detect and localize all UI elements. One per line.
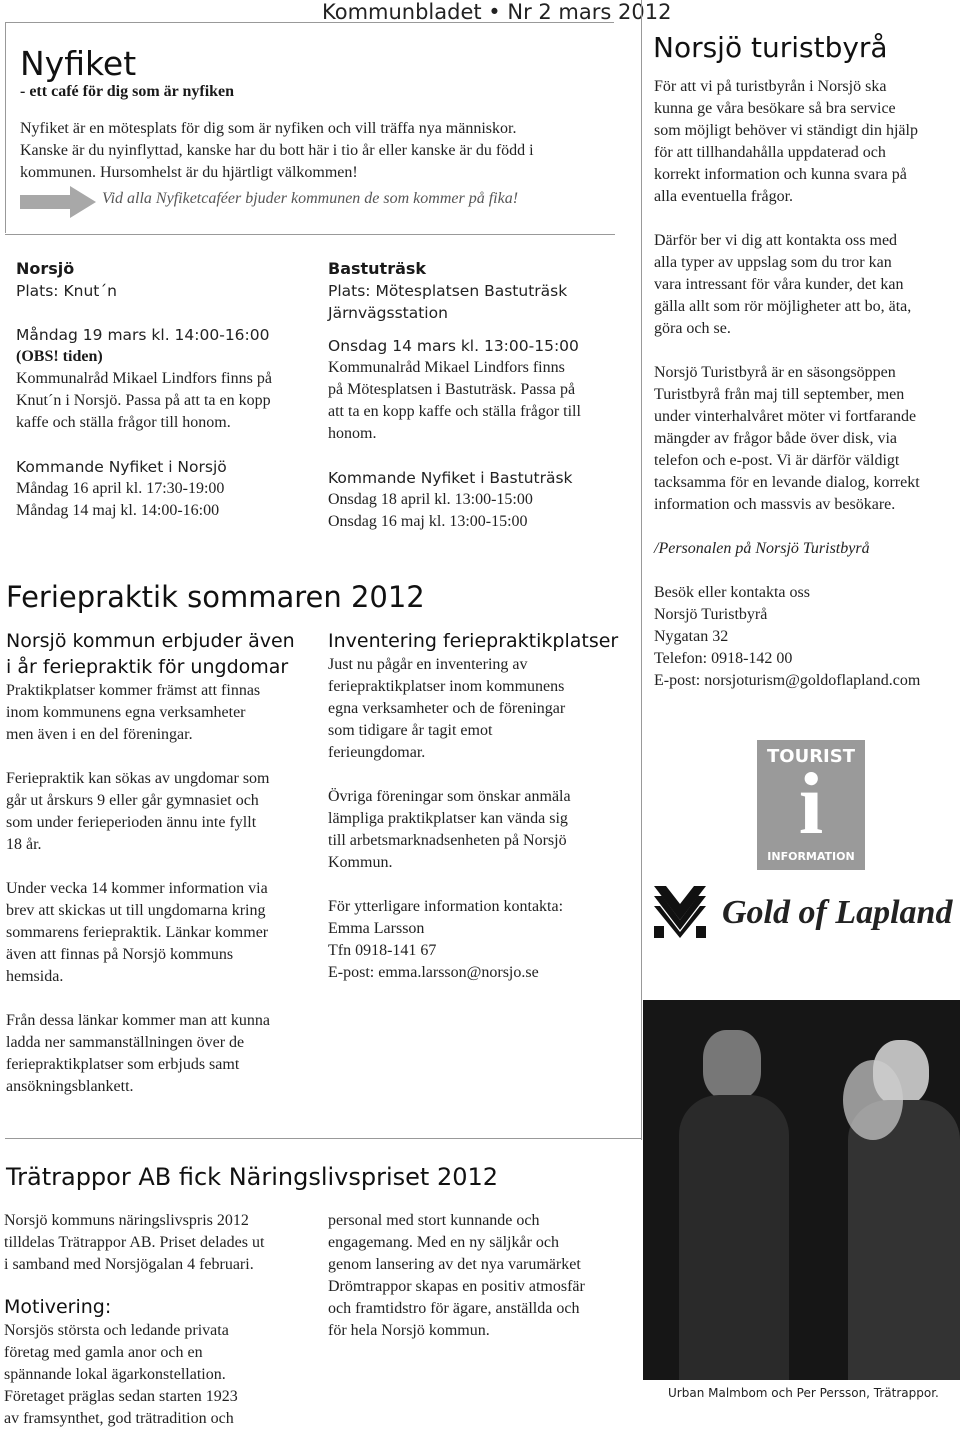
turistbyra-title: Norsjö turistbyrå	[653, 31, 888, 64]
feriepraktik-left-heading: Norsjö kommun erbjuder även i år feriepraktik för ungdomar	[6, 630, 295, 678]
tratrappor-title: Trätrappor AB fick Näringslivspriset 2012	[6, 1163, 499, 1191]
tratrappor-col1: Norsjö kommuns näringslivspris 2012 tilldelas Trätrappor AB. Priset delades ut i samband med Norsjögalan 4 februari. Motivering: Norsjös största och ledande privata företag med gamla anor och en spännande lokal ägarkonstellation. Företaget präglas sedan starten 1923 av framsynthet, god trätradition och	[4, 1210, 316, 1430]
nyfiket-title: Nyfiket	[20, 44, 137, 83]
turistbyra-body: För att vi på turistbyrån i Norsjö ska kunna ge våra besökare så bra service som möjligt behöver vi ständigt din hjälp för att tillhandahålla uppdaterad och korrekt information och kunna svara på alla eventuella frågor. Därför ber vi dig att kontakta oss med alla typer av uppslag som du tror kan vara intressant för våra kunder, det kan gälla allt som rör möjligheter att bo, äta, göra och se. Norsjö Turistbyrå är en säsongsöppen Turistbyrå från maj till september, men under vinterhalvåret möter vi fortfarande mängder av frågor både över disk, via telefon och e-post. Vi är därför väldigt tacksamma för en levande dialog, korrekt information och massvis av besökare. /Personalen på Norsjö Turistbyrå Besök eller kontakta oss Norsjö Turistbyrå Nygatan 32 Telefon: 0918-142 00 E-post: norsjoturism@goldoflapland.com	[654, 76, 960, 692]
gold-of-lapland-brand: Gold of Lapland	[722, 894, 953, 931]
nyfiket-intro: Nyfiket är en mötesplats för dig som är nyfiken och vill träffa nya människor. Kanske är du nyinflyttad, kanske har du bott här i tio år eller kanske är du född i kommunen. Hursomhelst är du hjärtligt välkommen!	[20, 120, 534, 181]
feriepraktik-title: Feriepraktik sommaren 2012	[6, 580, 425, 614]
divider	[5, 1138, 642, 1139]
bastutrask-title: Bastuträsk	[328, 259, 427, 278]
norsjo-text: Kommunalråd Mikael Lindfors finns på Knut´n i Norsjö. Passa på att ta en kopp kaffe och ställa frågor till honom.	[16, 370, 272, 431]
feriepraktik-right	[328, 628, 634, 984]
feriepraktik-email-link[interactable]: E-post: emma.larsson@norsjo.se	[328, 964, 539, 981]
divider	[5, 234, 615, 235]
tourist-information-icon: TOURIST i INFORMATION	[757, 740, 865, 870]
turistbyra-signature: /Personalen på Norsjö Turistbyrå	[654, 540, 870, 557]
motivering-title: Motivering:	[4, 1296, 112, 1318]
award-photo	[643, 1000, 960, 1380]
arrow-right-icon	[20, 186, 96, 218]
nyfiket-subtitle: - ett café för dig som är nyfiken	[20, 83, 235, 100]
norsjo-section	[16, 258, 316, 522]
bastutrask-date: Onsdag 14 mars kl. 13:00-15:00	[328, 337, 579, 355]
tratrappor-col2: personal med stort kunnande och engagemang. Med en ny säljkår och genom lansering av det nya varumärket Drömtrappor skapas en positiv atmosfär och framtidstro för ägare, anställda och för hela Norsjö kommun.	[328, 1212, 585, 1339]
norsjo-title: Norsjö	[16, 259, 75, 278]
feriepraktik-right-text: Just nu pågår en inventering av feriepraktikplatser inom kommunens egna verksamheter och de föreningar som tidigare år tagit emot ferieungdomar. Övriga föreningar som önskar anmäla lämpliga praktikplatser kan vända sig till arbetsmarknadsenheten på Norsjö Kommun. För ytterligare information kontakta: Emma Larsson Tfn 0918-141 67 E-post: emma.larsson@norsjo.se	[328, 654, 634, 984]
bastutrask-upcoming: Onsdag 18 april kl. 13:00-15:00 Onsdag 16 maj kl. 13:00-15:00	[328, 491, 533, 530]
norsjo-upcoming-title: Kommande Nyfiket i Norsjö	[16, 458, 227, 476]
bastutrask-text: Kommunalråd Mikael Lindfors finns på Mötesplatsen i Bastuträsk. Passa på att ta en kopp kaffe och ställa frågor till honom.	[328, 359, 581, 442]
feriepraktik-right-heading: Inventering feriepraktikplatser	[328, 630, 619, 652]
issue-header: Kommunbladet • Nr 2 mars 2012	[322, 0, 672, 24]
norsjo-obs: (OBS! tiden)	[16, 348, 103, 365]
column-divider	[641, 0, 642, 1140]
photo-caption: Urban Malmbom och Per Persson, Trätrappor.	[668, 1386, 939, 1400]
feriepraktik-left-text: Praktikplatser kommer främst att finnas inom kommunens egna verksamheter men även i en del föreningar. Feriepraktik kan sökas av ungdomar som går ut årskurs 9 eller går gymnasiet och som under ferieperioden ännu inte fyllt 18 år. Under vecka 14 kommer information via brev att skickas ut till ungdomarna kring sommarens feriepraktik. Länkar kommer även att finnas på Norsjö kommuns hemsida. Från dessa länkar kommer man att kunna ladda ner sammanställningen över de feriepraktikplatser som erbjuds samt ansökningsblankett.	[6, 682, 270, 1095]
norsjo-upcoming: Måndag 16 april kl. 17:30-19:00 Måndag 14 maj kl. 14:00-16:00	[16, 480, 225, 519]
bastutrask-section	[328, 258, 628, 533]
bastutrask-upcoming-title: Kommande Nyfiket i Bastuträsk	[328, 469, 573, 487]
nyfiket-fika-note: Vid alla Nyfiketcaféer bjuder kommunen de som kommer på fika!	[102, 190, 519, 207]
norsjo-place: Plats: Knut´n	[16, 282, 117, 300]
norsjo-date: Måndag 19 mars kl. 14:00-16:00	[16, 326, 270, 344]
bastutrask-place: Plats: Mötesplatsen Bastuträsk Järnvägsstation	[328, 282, 568, 322]
gold-of-lapland-logo-icon	[654, 886, 706, 938]
turistbyra-email-link[interactable]: E-post: norsjoturism@goldoflapland.com	[654, 672, 921, 689]
feriepraktik-left	[6, 628, 318, 1098]
